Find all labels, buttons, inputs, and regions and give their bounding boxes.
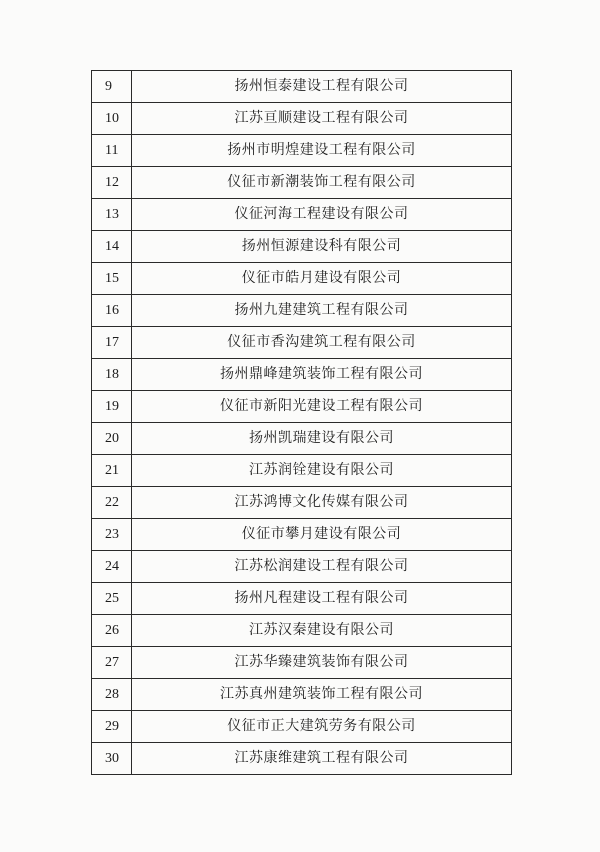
table-row <box>92 135 512 167</box>
table-row <box>92 391 512 423</box>
row-number: 12 <box>92 167 132 199</box>
row-number: 22 <box>92 487 132 519</box>
table-row <box>92 295 512 327</box>
table-row <box>92 199 512 231</box>
table-row <box>92 231 512 263</box>
table-row <box>92 615 512 647</box>
row-number: 11 <box>92 135 132 167</box>
table-row <box>92 359 512 391</box>
company-name: 江苏鸿博文化传媒有限公司 <box>132 487 512 519</box>
table-row <box>92 711 512 743</box>
row-number: 16 <box>92 295 132 327</box>
company-table <box>91 70 512 775</box>
table-row <box>92 263 512 295</box>
table-row <box>92 679 512 711</box>
company-name: 仪征市新阳光建设工程有限公司 <box>132 391 512 423</box>
row-number: 28 <box>92 679 132 711</box>
company-name: 江苏康维建筑工程有限公司 <box>132 743 512 775</box>
company-name: 扬州凡程建设工程有限公司 <box>132 583 512 615</box>
row-number: 18 <box>92 359 132 391</box>
company-name: 仪征市香沟建筑工程有限公司 <box>132 327 512 359</box>
table-row <box>92 583 512 615</box>
company-name: 江苏华臻建筑装饰有限公司 <box>132 647 512 679</box>
row-number: 26 <box>92 615 132 647</box>
company-name: 江苏润铨建设有限公司 <box>132 455 512 487</box>
row-number: 23 <box>92 519 132 551</box>
company-name: 江苏松润建设工程有限公司 <box>132 551 512 583</box>
row-number: 10 <box>92 103 132 135</box>
row-number: 17 <box>92 327 132 359</box>
row-number: 24 <box>92 551 132 583</box>
company-name: 仪征市攀月建设有限公司 <box>132 519 512 551</box>
table-row <box>92 103 512 135</box>
row-number: 27 <box>92 647 132 679</box>
company-table-container <box>91 70 511 775</box>
company-name: 仪征河海工程建设有限公司 <box>132 199 512 231</box>
table-row <box>92 519 512 551</box>
row-number: 20 <box>92 423 132 455</box>
company-name: 仪征市皓月建设有限公司 <box>132 263 512 295</box>
row-number: 21 <box>92 455 132 487</box>
table-row <box>92 167 512 199</box>
table-row <box>92 743 512 775</box>
row-number: 25 <box>92 583 132 615</box>
row-number: 29 <box>92 711 132 743</box>
row-number: 15 <box>92 263 132 295</box>
row-number: 9 <box>92 71 132 103</box>
company-name: 仪征市新潮装饰工程有限公司 <box>132 167 512 199</box>
row-number: 14 <box>92 231 132 263</box>
company-name: 扬州市明煌建设工程有限公司 <box>132 135 512 167</box>
company-name: 江苏真州建筑装饰工程有限公司 <box>132 679 512 711</box>
table-row <box>92 327 512 359</box>
company-name: 江苏亘顺建设工程有限公司 <box>132 103 512 135</box>
company-name: 扬州九建建筑工程有限公司 <box>132 295 512 327</box>
company-name: 扬州凯瑞建设有限公司 <box>132 423 512 455</box>
company-name: 江苏汉秦建设有限公司 <box>132 615 512 647</box>
company-name: 扬州恒源建设科有限公司 <box>132 231 512 263</box>
company-table-body <box>92 71 512 775</box>
row-number: 30 <box>92 743 132 775</box>
table-row <box>92 423 512 455</box>
table-row <box>92 647 512 679</box>
row-number: 13 <box>92 199 132 231</box>
table-row <box>92 71 512 103</box>
row-number: 19 <box>92 391 132 423</box>
table-row <box>92 551 512 583</box>
company-name: 扬州鼎峰建筑装饰工程有限公司 <box>132 359 512 391</box>
table-row <box>92 455 512 487</box>
company-name: 扬州恒泰建设工程有限公司 <box>132 71 512 103</box>
company-name: 仪征市正大建筑劳务有限公司 <box>132 711 512 743</box>
table-row <box>92 487 512 519</box>
